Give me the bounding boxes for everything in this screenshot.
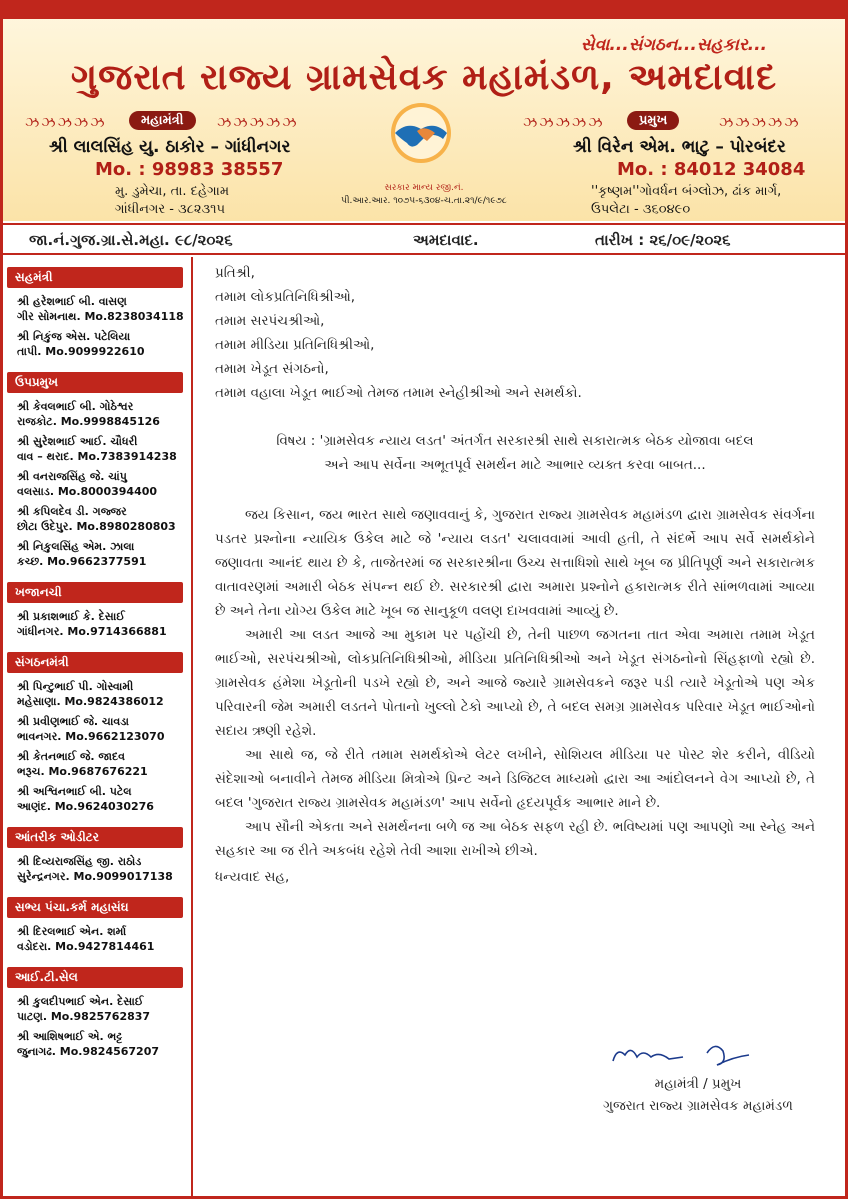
member-name: શ્રી સુરેશભાઈ આઈ. ચૌધરી [17, 435, 138, 448]
member-district-mobile: જુનાગઢ. Mo.9824567207 [17, 1045, 160, 1058]
letterhead-header [3, 3, 845, 221]
member-district-mobile: મહેસાણા. Mo.9824386012 [17, 695, 164, 708]
registration-label: સરકાર માન્ય રજી.નં. [384, 183, 464, 193]
body-paragraph: જય કિસાન, જય ભારત સાથે જણાવવાનું કે, ગુજરાત રાજ્ય ગ્રામસેવક મહામંડળ દ્વારા ગ્રામસેવક સંવર્ગના પડતર પ્રશ્નોના ન્યાયિક ઉકેલ માટે જે 'ન્યાય લડત' ચલાવવામાં આવી હતી, તે સંદર્ભે આપ સર્વે સમર્થકોને જણાવતા આનંદ થાય છે કે, તાજેતરમાં જ સરકારશ્રીના ઉચ્ચ સત્તાધિશો સાથે ખૂબ જ પ્રીતિપૂર્ણ અને સકારાત્મક વાતાવરણમાં અમારી બેઠક સંપન્ન થઈ છે. સરકારશ્રી દ્વારા અમારા પ્રશ્નોને હકારાત્મક રીતે સાંભળવામાં આવ્યા છે અને તેના યોગ્ય ઉકેલ માટે ખૂબ જ સાનુકૂળ વલણ દાખવવામાં આવ્યું છે. [215, 507, 815, 619]
left-leader-mobile: Mo. : 98983 38557 [95, 159, 284, 180]
letter-paragraphs [215, 503, 815, 863]
reference-bar [3, 223, 845, 255]
member-district-mobile: છોટા ઉદેપુર. Mo.8980280803 [17, 520, 176, 533]
member-name: શ્રી આશિષભાઈ એ. ભટ્ટ [17, 1030, 123, 1043]
member-district-mobile: ભાવનગર. Mo.9662123070 [17, 730, 165, 743]
body-paragraph: આ સાથે જ, જે રીતે તમામ સમર્થકોએ લેટર લખીને, સોશિયલ મીડિયા પર પોસ્ટ શેર કરીને, વીડિયો સંદેશાઓ બનાવીને તેમજ મીડિયા મિત્રોએ પ્રિન્ટ અને ડિજિટલ માધ્યમો દ્વારા આ આંદોલનને વેગ આપ્યો છે, તે બદલ 'ગુજરાત રાજ્ય ગ્રામસેવક મહામંડળ' આપ સર્વેનો હૃદયપૂર્વક આભાર માને છે. [215, 747, 815, 811]
member-name: શ્રી પિન્ટુભાઈ પી. ગોસ્વામી [17, 680, 134, 693]
office-bearers-sidebar [3, 257, 193, 1196]
member-district-mobile: પાટણ. Mo.9825762837 [17, 1010, 151, 1023]
registration-number: પી.આર.આર. ૧૦૭૫-૬૩૦૪-ચ.તા.૨૧/૯/૧૯૭૮ [341, 196, 507, 206]
member-district-mobile: ગીર સોમનાથ. Mo.8238034118 [17, 310, 184, 323]
sidebar-member [17, 397, 191, 432]
sidebar-section-title: ખજાનચી [7, 582, 183, 603]
recipient-line: તમામ ખેડૂત સંગઠનો, [215, 361, 329, 377]
left-address-line1: મુ. ડુમેચા, તા. દહેગામ [115, 184, 230, 199]
subject-line-2: અને આપ સર્વેના અભૂતપૂર્વ સમર્થન માટે આભાર વ્યક્ત કરવા બાબત... [324, 457, 706, 473]
sidebar-member [17, 327, 191, 362]
flourish-right-2: ઝઝઝઝઝ [719, 113, 801, 131]
sidebar-section-title: આઈ.ટી.સેલ [7, 967, 183, 988]
member-district-mobile: કચ્છ. Mo.9662377591 [17, 555, 147, 568]
member-district-mobile: રાજકોટ. Mo.9998845126 [17, 415, 160, 428]
place: અમદાવાદ. [413, 231, 479, 249]
right-leader-name: શ્રી વિરેન એમ. ભાટુ – પોરબંદર [573, 137, 786, 157]
sidebar-section-title: સંગઠનમંત્રી [7, 652, 183, 673]
letter-subject [215, 429, 815, 477]
sidebar-member [17, 432, 191, 467]
member-district-mobile: તાપી. Mo.9099922610 [17, 345, 145, 358]
member-name: શ્રી અશ્વિનભાઈ બી. પટેલ [17, 785, 132, 798]
member-name: શ્રી પ્રકાશભાઈ કે. દેસાઈ [17, 610, 125, 623]
signature-block [583, 1073, 813, 1117]
sidebar-member [17, 537, 191, 572]
member-district-mobile: વાવ – થરાદ. Mo.7383914238 [17, 450, 177, 463]
sidebar-member [17, 782, 191, 817]
sidebar-member [17, 1027, 191, 1062]
member-district-mobile: ભરૂચ. Mo.9687676221 [17, 765, 148, 778]
body-paragraph: અમારી આ લડત આજે આ મુકામ પર પહોંચી છે, તેની પાછળ જગતના તાત એવા અમારા તમામ ખેડૂત ભાઈઓ, સરપંચશ્રીઓ, લોકપ્રતિનિધિશ્રીઓ, મીડિયા પ્રતિનિધિશ્રીઓ અને ખેડૂત સંગઠનોનો સિંહફાળો રહ્યો છે. ગ્રામસેવક હંમેશા ખેડૂતોની પડખે રહ્યો છે, અને આજે જ્યારે ગ્રામસેવકને જરૂર પડી ત્યારે ખેડૂતોએ પણ એક પરિવારની જેમ અમારી લડતને પોતાનો ખુલ્લો ટેકો આપ્યો છે, તે બદલ સમગ્ર ગ્રામસેવક પરિવાર ખેડૂત ભાઈઓનો સદાય ઋણી રહેશે. [215, 627, 815, 739]
recipient-line: તમામ લોકપ્રતિનિધિશ્રીઓ, [215, 289, 356, 305]
role-badge-right: પ્રમુખ [627, 111, 679, 130]
member-district-mobile: ગાંધીનગર. Mo.9714366881 [17, 625, 167, 638]
flourish-left-2: ઝઝઝઝઝ [217, 113, 299, 131]
handshake-logo-icon [387, 99, 455, 167]
recipient-line: તમામ વહાલા ખેડૂત ભાઈઓ તેમજ તમામ સ્નેહીશ્રીઓ અને સમર્થકો. [215, 385, 582, 401]
sidebar-section-title: સભ્ય પંચા.કર્મ મહાસંઘ [7, 897, 183, 918]
member-name: શ્રી કેતનભાઈ જે. જાદવ [17, 750, 126, 763]
sidebar-member [17, 922, 191, 957]
right-address-line2: ઉપલેટા - ૩૬૦૪૯૦ [591, 202, 691, 217]
recipient-line: તમામ મીડિયા પ્રતિનિધિશ્રીઓ, [215, 337, 375, 353]
body-paragraph: આપ સૌની એકતા અને સમર્થનના બળે જ આ બેઠક સફળ રહી છે. ભવિષ્યમાં પણ આપણો આ સ્નેહ અને સહકાર આ જ રીતે અકબંધ રહેશે તેવી આશા રાખીએ છીએ. [215, 819, 815, 859]
top-color-strip [3, 3, 845, 19]
sidebar-member [17, 852, 191, 887]
sidebar-member [17, 467, 191, 502]
right-address-line1: ''કૃષ્ણમ''ગોવર્ધન બંગ્લોઝ, ઢાંક માર્ગ, [591, 184, 782, 199]
subject-line-1: વિષય : 'ગ્રામસેવક ન્યાય લડત' અંતર્ગત સરકારશ્રી સાથે સકારાત્મક બેઠક યોજાવા બદલ [276, 433, 754, 449]
sidebar-member [17, 992, 191, 1027]
sidebar-member [17, 502, 191, 537]
member-district-mobile: વલસાડ. Mo.8000394400 [17, 485, 158, 498]
member-name: શ્રી દિરલભાઈ એન. શર્મા [17, 925, 127, 938]
sidebar-member [17, 712, 191, 747]
recipient-line: તમામ સરપંચશ્રીઓ, [215, 313, 325, 329]
member-name: શ્રી હરેશભાઈ બી. વાસણ [17, 295, 127, 308]
sidebar-member [17, 292, 191, 327]
member-district-mobile: આણંદ. Mo.9624030276 [17, 800, 154, 813]
member-name: શ્રી કપિલદેવ ડી. ગજ્જર [17, 505, 127, 518]
member-district-mobile: વડોદરા. Mo.9427814461 [17, 940, 155, 953]
member-name: શ્રી પ્રવીણભાઈ જે. ચાવડા [17, 715, 129, 728]
signature-image [603, 1035, 763, 1075]
tagline: સેવા...સંગઠન...સહકાર... [580, 35, 767, 55]
member-name: શ્રી વનરાજસિંહ જે. ચાંપુ [17, 470, 127, 483]
left-leader-name: શ્રી લાલસિંહ યુ. ઠાકોર – ગાંધીનગર [49, 137, 291, 157]
member-name: શ્રી કેવલભાઈ બી. ગોઠેશ્વર [17, 400, 134, 413]
letter-body [215, 261, 815, 889]
letter-date: તારીખ : ૨૬/૦૯/૨૦૨૬ [595, 231, 731, 249]
signatory-org: ગુજરાત રાજ્ય ગ્રામસેવક મહામંડળ [603, 1098, 793, 1114]
sidebar-member [17, 607, 191, 642]
right-leader-mobile: Mo. : 84012 34084 [617, 159, 806, 180]
member-name: શ્રી નિકુલસિંહ એમ. ઝાલા [17, 540, 135, 553]
sidebar-section-title: ઉપપ્રમુખ [7, 372, 183, 393]
signatory-role: મહામંત્રી / પ્રમુખ [654, 1076, 742, 1092]
sidebar-member [17, 677, 191, 712]
reference-number: જા.નં.ગુજ.ગ્રા.સે.મહા. ૯૮/૨૦૨૬ [29, 231, 233, 249]
sidebar-section-title: સહમંત્રી [7, 267, 183, 288]
recipient-line: પ્રતિશ્રી, [215, 265, 255, 281]
left-address-line2: ગાંધીનગર - ૩૮૨૩૧૫ [115, 202, 226, 217]
sidebar-member [17, 747, 191, 782]
sidebar-section-title: આંતરીક ઓડીટર [7, 827, 183, 848]
member-name: શ્રી નિકુંજ એસ. પટેલિયા [17, 330, 131, 343]
letter-closing: ધન્યવાદ સહ, [215, 869, 290, 885]
role-badge-left: મહામંત્રી [129, 111, 196, 130]
member-name: શ્રી કુલદીપભાઈ એન. દેસાઈ [17, 995, 144, 1008]
recipients-list [215, 261, 815, 405]
flourish-left-1: ઝઝઝઝઝ [25, 113, 107, 131]
org-name: ગુજરાત રાજ્ય ગ્રામસેવક મહામંડળ, અમદાવાદ [70, 57, 778, 98]
member-name: શ્રી દિવ્યરાજસિંહ જી. રાઠોડ [17, 855, 142, 868]
flourish-right-1: ઝઝઝઝઝ [523, 113, 605, 131]
member-district-mobile: સુરેન્દ્રનગર. Mo.9099017138 [17, 870, 173, 883]
